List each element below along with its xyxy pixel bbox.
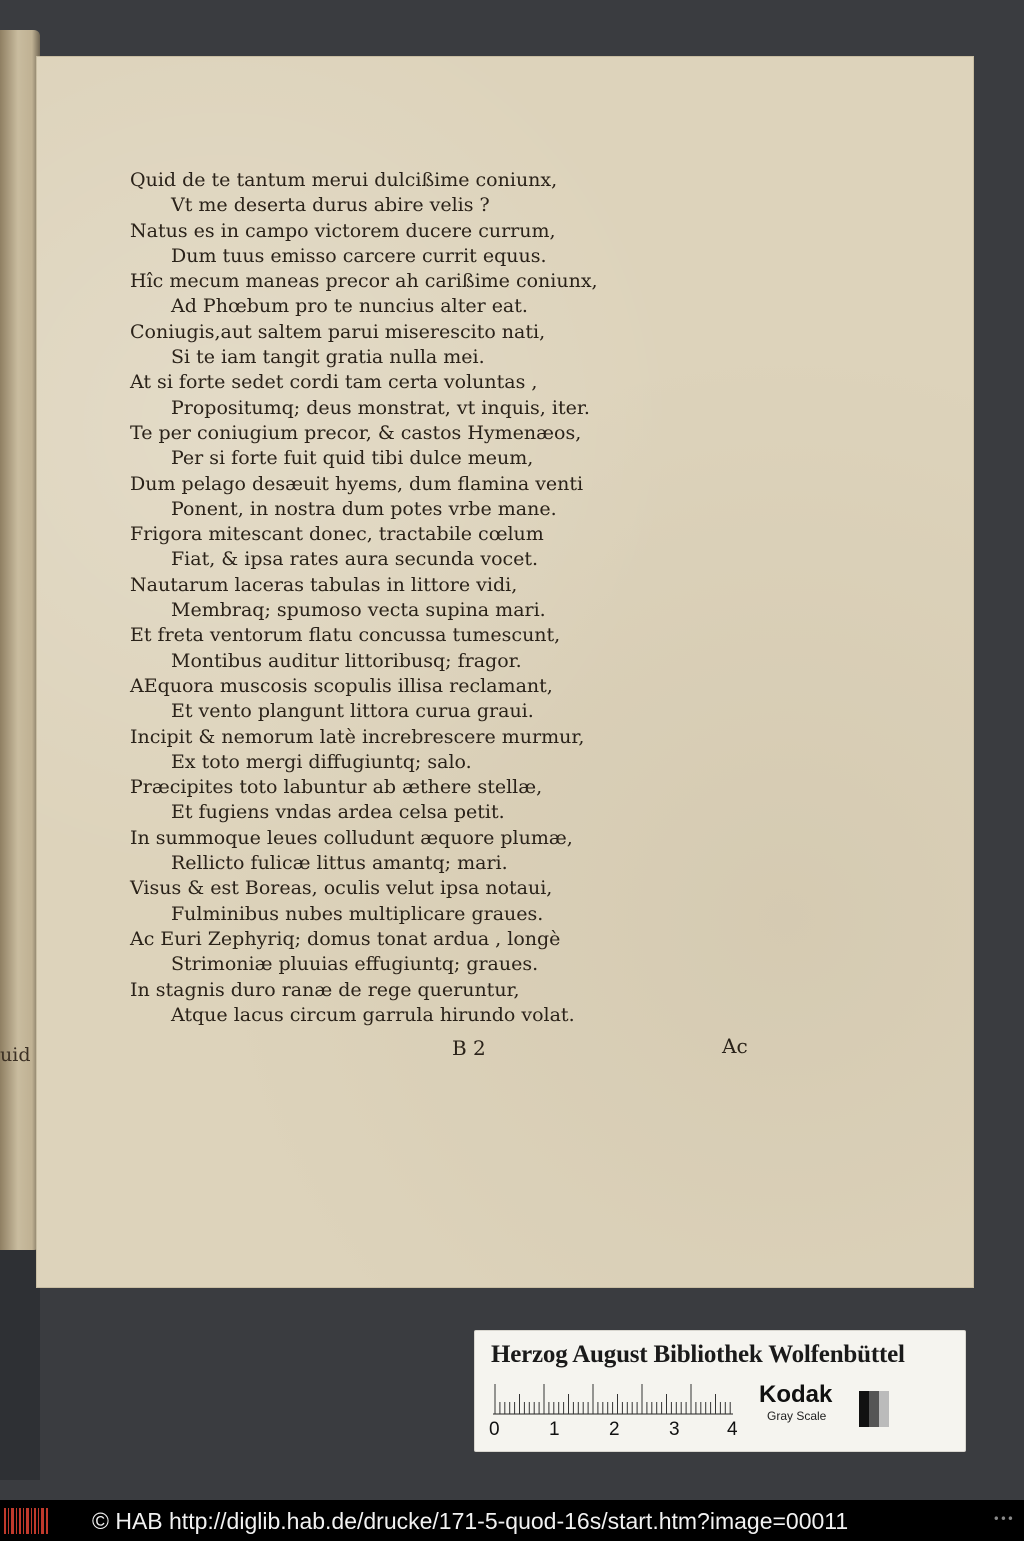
poem-line: Hîc mecum maneas precor ah carißime coniunx, xyxy=(130,270,598,293)
left-page-edge xyxy=(0,30,40,1250)
poem-line: Membraq; spumoso vecta supina mari. xyxy=(171,599,546,622)
poem-line: Præcipites toto labuntur ab æthere stellæ, xyxy=(130,776,543,799)
poem-line: At si forte sedet cordi tam certa voluntas , xyxy=(130,371,538,394)
gray-scale-label: Gray Scale xyxy=(767,1409,827,1423)
poem-line: Per si forte fuit quid tibi dulce meum, xyxy=(171,447,534,470)
poem-text xyxy=(130,168,690,1028)
ruler-icon xyxy=(493,1381,733,1415)
poem-line: Nautarum laceras tabulas in littore vidi, xyxy=(130,573,518,596)
poem-line: In stagnis duro ranæ de rege queruntur, xyxy=(130,978,520,1001)
kodak-brand: Kodak xyxy=(759,1381,833,1408)
library-color-card xyxy=(474,1330,966,1452)
poem-line: Rellicto fulicæ littus amantq; mari. xyxy=(171,852,508,875)
poem-line: Frigora mitescant donec, tractabile cœlum xyxy=(130,523,544,546)
left-page-fragment: uid xyxy=(0,1044,31,1066)
poem-line: Si te iam tangit gratia nulla mei. xyxy=(171,346,485,369)
spine-shadow xyxy=(0,1250,40,1480)
scale-number: 2 xyxy=(609,1419,620,1440)
poem-line: In summoque leues colludunt æquore plumæ, xyxy=(130,826,573,849)
light-gray-swatch xyxy=(879,1391,889,1427)
poem-line: Et fugiens vndas ardea celsa petit. xyxy=(171,801,505,824)
poem-line: Te per coniugium precor, & castos Hymenæos, xyxy=(130,421,582,444)
signature-mark: B 2 xyxy=(452,1036,486,1060)
poem-line: Natus es in campo victorem ducere currum, xyxy=(130,219,556,242)
scale-number: 1 xyxy=(549,1419,560,1440)
poem-line: Propositumq; deus monstrat, vt inquis, iter. xyxy=(171,396,590,419)
poem-line: Fulminibus nubes multiplicare graues. xyxy=(171,902,544,925)
poem-line: Atque lacus circum garrula hirundo volat. xyxy=(171,1003,575,1026)
scale-number: 3 xyxy=(669,1419,680,1440)
dark-gray-swatch xyxy=(869,1391,879,1427)
poem-line: Ponent, in nostra dum potes vrbe mane. xyxy=(171,497,557,520)
poem-line: Quid de te tantum merui dulcißime coniunx, xyxy=(130,169,558,191)
poem-line: Incipit & nemorum latè increbrescere murmur, xyxy=(130,725,585,748)
poem-line: Vt me deserta durus abire velis ? xyxy=(171,194,490,217)
poem-line: Dum pelago desæuit hyems, dum flamina venti xyxy=(130,472,584,495)
poem-line: Visus & est Boreas, oculis velut ipsa notaui, xyxy=(130,877,553,900)
scale-number: 0 xyxy=(489,1419,500,1440)
poem-line: Fiat, & ipsa rates aura secunda vocet. xyxy=(171,548,539,571)
more-icon[interactable]: ••• xyxy=(992,1512,1014,1526)
poem-line: Et vento plangunt littora curua graui. xyxy=(171,700,534,723)
poem-line: Montibus auditur littoribusq; fragor. xyxy=(171,649,522,672)
poem-line: AEquora muscosis scopulis illisa reclamant, xyxy=(130,674,553,697)
poem-line: Ad Phœbum pro te nuncius alter eat. xyxy=(171,295,528,318)
catchword: Ac xyxy=(722,1034,748,1058)
black-swatch xyxy=(859,1391,869,1427)
barcode-icon xyxy=(4,1506,50,1536)
poem-line: Et freta ventorum flatu concussa tumescunt, xyxy=(130,624,561,647)
scale-number: 4 xyxy=(727,1419,738,1440)
copyright-url[interactable]: © HAB http://diglib.hab.de/drucke/171-5-quod-16s/start.htm?image=00011 xyxy=(92,1508,849,1534)
poem-line: Strimoniæ pluuias effugiuntq; graues. xyxy=(171,953,539,976)
poem-line: Ex toto mergi diffugiuntq; salo. xyxy=(171,750,472,773)
poem-line: Ac Euri Zephyriq; domus tonat ardua , longè xyxy=(130,927,561,950)
library-title: Herzog August Bibliothek Wolfenbüttel xyxy=(491,1341,905,1368)
footer-bar xyxy=(0,1500,1024,1541)
poem-line: Coniugis,aut saltem parui miserescito nati, xyxy=(130,320,546,343)
poem-line: Dum tuus emisso carcere currit equus. xyxy=(171,244,547,267)
